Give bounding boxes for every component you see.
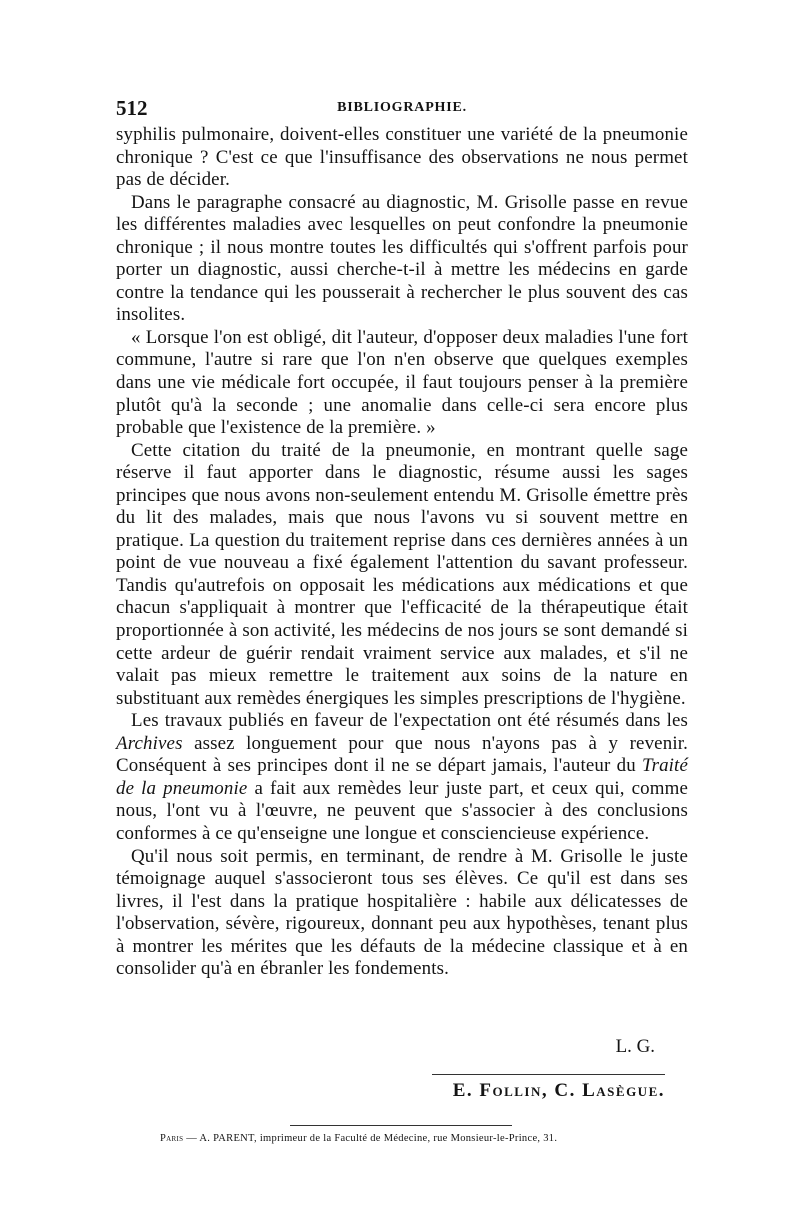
printer-imprint [160,1133,640,1144]
italic-book-title: Traité de la pneumonie [116,755,688,799]
paragraph [116,710,688,845]
page-number: 512 [116,96,148,120]
running-title: BIBLIOGRAPHIE. [337,100,467,115]
paragraph-text: Les travaux publiés en faveur de l'expectation ont été résumés dans les [131,710,688,732]
paragraph: Qu'il nous soit permis, en terminant, de rendre à M. Grisolle le juste témoignage auquel s'associeront tous ses élèves. Ce qu'il est dans ses livres, il l'est dans la pratique hospitalière : habile aux délicatesses de l'observation, sévère, rigoureux, donnant peu aux hypothèses, tenant plus à montrer les mérites que les défauts de la médecine classique et à en consolider qu'à en ébranler les fondements. [116,845,688,980]
author-name: C. Lasègue. [554,1080,665,1101]
italic-journal-title: Archives [116,732,183,754]
imprint-city: Paris [160,1133,184,1144]
paragraph: Dans le paragraphe consacré au diagnostic, M. Grisolle passe en revue les différentes maladies avec lesquelles on peut confondre la pneumonie chronique ; il nous montre toutes les difficultés qui s'offrent parfois pour porter un diagnostic, aussi cherche-t-il à mettre les médecins en garde contre la tendance qui les pousserait à rechercher le plus souvent des cas insolites. [116,191,688,326]
imprint-text: — A. PARENT, imprimeur de la Faculté de Médecine, rue Monsieur-le-Prince, 31. [183,1133,558,1144]
paragraph-text: assez longuement pour que nous n'ayons pas à y revenir. Conséquent à ses principes dont il ne se départ jamais, l'auteur du [116,732,688,777]
author-separator: , [541,1080,555,1101]
author-name: E. Follin [452,1080,542,1101]
divider-rule [432,1074,665,1075]
page-header [116,96,688,124]
article-body [116,124,688,981]
paragraph: « Lorsque l'on est obligé, dit l'auteur, d'opposer deux maladies l'une fort commune, l'autre si rare que l'on n'en observe que quelques exemples dans une vie médicale fort occupée, il faut toujours penser à la première plutôt qu'à la seconde ; une anomalie dans celle-ci sera encore plus probable que l'existence de la première. » [116,326,688,439]
signature-initials: L. G. [615,1036,655,1057]
paragraph-text: a fait aux remèdes leur juste part, et ceux qui, comme nous, l'ont vu à l'œuvre, ne peuvent que s'associer à des conclusions conformes à ce qu'enseigne une longue et consciencieuse expérience. [116,777,688,844]
paragraph: Cette citation du traité de la pneumonie, en montrant quelle sage réserve il faut apporter dans le diagnostic, résume aussi les sages principes que nous avons non-seulement entendu M. Grisolle émettre près du lit des malades, mais que nous l'avons vu si souvent mettre en pratique. La question du traitement reprise dans ces dernières années à un point de vue nouveau a fixé également l'attention du savant professeur. Tandis qu'autrefois on opposait les médications aux médications et que chacun s'appliquait à montrer que l'efficacité de la thérapeutique était proportionnée à son activité, les médecins de nos jours se sont demandé si cette ardeur de guérir rendait vraiment service aux malades, et s'il ne valait pas mieux remettre le traitement aux soins de la nature en substituant aux remèdes énergiques les simples prescriptions de l'hygiène. [116,439,688,709]
editors-signature [453,1080,665,1102]
paragraph: syphilis pulmonaire, doivent-elles constituer une variété de la pneumonie chronique ? C'est ce que l'insuffisance des observations ne nous permet pas de décider. [116,124,688,191]
footer-rule [290,1125,512,1126]
